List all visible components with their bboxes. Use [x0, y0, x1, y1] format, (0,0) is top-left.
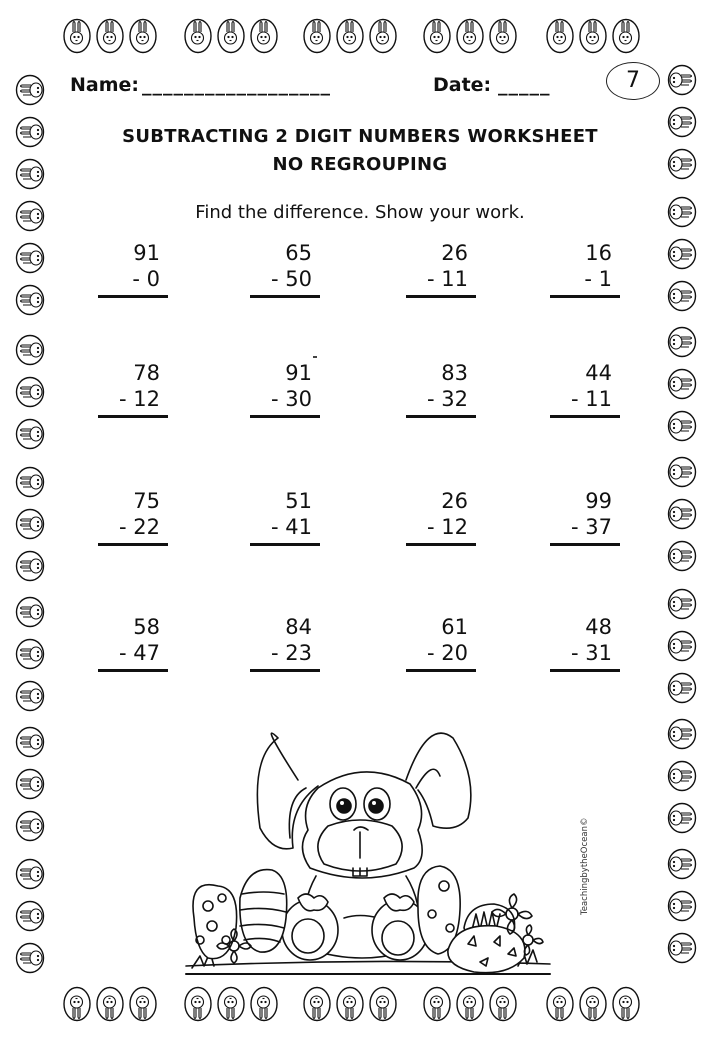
easter-egg-triangles	[448, 926, 525, 973]
subtrahend: - 47	[119, 641, 160, 665]
answer-line[interactable]	[550, 669, 620, 672]
easter-egg-striped	[240, 870, 287, 953]
bunny-icon	[14, 638, 46, 670]
name-label: Name:	[70, 74, 140, 96]
bunny-icon	[129, 18, 157, 54]
minuend: 91	[133, 241, 160, 265]
bunny-icon	[14, 550, 46, 582]
answer-line[interactable]	[406, 543, 476, 546]
bunny-icon	[489, 18, 517, 54]
minuend: 16	[585, 241, 612, 265]
bunny-icon	[14, 858, 46, 890]
bunny-icon	[369, 18, 397, 54]
subtrahend: - 31	[571, 641, 612, 665]
bunny-ear-right	[406, 733, 471, 828]
minuend: 99	[585, 489, 612, 513]
answer-line[interactable]	[250, 543, 320, 546]
bunny-icon	[14, 466, 46, 498]
bunny-icon	[612, 18, 640, 54]
bunny-icon	[129, 986, 157, 1022]
bunny-icon	[303, 18, 331, 54]
bunny-icon	[96, 18, 124, 54]
subtrahend: - 41	[271, 515, 312, 539]
bunny-icon	[666, 410, 698, 442]
bunny-icon	[14, 810, 46, 842]
subtraction-problem	[98, 360, 168, 418]
bunny-icon	[579, 18, 607, 54]
minuend: 48	[585, 615, 612, 639]
bunny-icon	[666, 630, 698, 662]
bunny-icon	[14, 284, 46, 316]
bunny-ear-left	[257, 733, 318, 849]
subtraction-problem	[550, 488, 620, 546]
bunny-icon	[666, 64, 698, 96]
bunny-icon	[666, 848, 698, 880]
minuend: 78	[133, 361, 160, 385]
bunny-icon	[666, 588, 698, 620]
subtrahend: - 50	[271, 267, 312, 291]
subtraction-problem	[406, 360, 476, 418]
minuend: 91	[285, 361, 312, 385]
bunny-icon	[217, 18, 245, 54]
worksheet-title: SUBTRACTING 2 DIGIT NUMBERS WORKSHEET	[122, 126, 598, 147]
subtraction-problem	[550, 240, 620, 298]
bunny-icon	[666, 718, 698, 750]
minuend: 61	[441, 615, 468, 639]
answer-line[interactable]	[250, 415, 320, 418]
subtrahend: - 23	[271, 641, 312, 665]
bunny-icon	[14, 376, 46, 408]
name-date-row	[70, 72, 600, 102]
answer-line[interactable]	[406, 669, 476, 672]
answer-line[interactable]	[98, 295, 168, 298]
answer-line[interactable]	[250, 669, 320, 672]
bunny-icon	[546, 18, 574, 54]
subtrahend: - 37	[571, 515, 612, 539]
minuend: 65	[285, 241, 312, 265]
bunny-icon	[666, 890, 698, 922]
bunny-icon	[63, 18, 91, 54]
bunny-icon	[423, 18, 451, 54]
date-field[interactable]: _____	[498, 74, 551, 96]
minuend: 26	[441, 241, 468, 265]
bunny-icon	[612, 986, 640, 1022]
bunny-icon	[14, 334, 46, 366]
answer-line[interactable]	[98, 415, 168, 418]
page-number-badge: 7	[606, 62, 660, 100]
subtrahend: - 11	[427, 267, 468, 291]
subtraction-problem	[98, 488, 168, 546]
answer-line[interactable]	[250, 295, 320, 298]
instructions: Find the difference. Show your work.	[195, 202, 525, 223]
subtrahend: - 12	[119, 387, 160, 411]
bunny-icon	[14, 508, 46, 540]
subtraction-problem	[550, 614, 620, 672]
subtraction-problem	[98, 240, 168, 298]
bunny-icon	[666, 368, 698, 400]
answer-line[interactable]	[98, 669, 168, 672]
subtraction-problem	[406, 614, 476, 672]
minuend: 58	[133, 615, 160, 639]
subtrahend: - 30	[271, 387, 312, 411]
subtrahend: - 12	[427, 515, 468, 539]
subtraction-problem	[98, 614, 168, 672]
minuend: 84	[285, 615, 312, 639]
bunny-icon	[666, 238, 698, 270]
bunny-icon	[63, 986, 91, 1022]
bunny-icon	[14, 74, 46, 106]
bunny-icon	[666, 196, 698, 228]
subtraction-problem	[250, 240, 320, 298]
answer-line[interactable]	[406, 415, 476, 418]
bunny-icon	[666, 498, 698, 530]
bunny-icon	[96, 986, 124, 1022]
worksheet-subtitle: NO REGROUPING	[272, 154, 448, 175]
bunny-icon	[666, 932, 698, 964]
bunny-icon	[666, 280, 698, 312]
answer-line[interactable]	[98, 543, 168, 546]
minuend: 44	[585, 361, 612, 385]
answer-line[interactable]	[550, 295, 620, 298]
stray-mark	[313, 356, 317, 358]
answer-line[interactable]	[406, 295, 476, 298]
minuend: 26	[441, 489, 468, 513]
bunny-icon	[14, 726, 46, 758]
bunny-icon	[14, 200, 46, 232]
bunny-icon	[14, 680, 46, 712]
bunny-icon	[14, 158, 46, 190]
bunny-icon	[336, 18, 364, 54]
bunny-icon	[666, 148, 698, 180]
bunny-icon	[666, 326, 698, 358]
subtrahend: - 0	[132, 267, 160, 291]
bunny-icon	[14, 116, 46, 148]
easter-bunny-illustration	[178, 718, 558, 992]
bunny-icon	[666, 802, 698, 834]
bunny-icon	[14, 242, 46, 274]
subtraction-problem	[406, 240, 476, 298]
date-label: Date:	[433, 74, 492, 96]
subtrahend: - 20	[427, 641, 468, 665]
bunny-icon	[666, 106, 698, 138]
minuend: 83	[441, 361, 468, 385]
bunny-icon	[250, 18, 278, 54]
bunny-icon	[666, 540, 698, 572]
minuend: 75	[133, 489, 160, 513]
bunny-icon	[184, 18, 212, 54]
subtraction-problem	[250, 488, 320, 546]
subtrahend: - 11	[571, 387, 612, 411]
bunny-icon	[14, 942, 46, 974]
bunny-icon	[14, 418, 46, 450]
copyright-credit: TeachingbytheOcean©	[580, 817, 590, 915]
subtrahend: - 32	[427, 387, 468, 411]
subtrahend: - 1	[584, 267, 612, 291]
subtraction-problem	[250, 614, 320, 672]
bunny-icon	[14, 596, 46, 628]
minuend: 51	[285, 489, 312, 513]
bunny-icon	[666, 672, 698, 704]
bunny-icon	[579, 986, 607, 1022]
subtrahend: - 22	[119, 515, 160, 539]
subtraction-problem	[250, 360, 320, 418]
bunny-icon	[666, 760, 698, 792]
bunny-icon	[14, 768, 46, 800]
answer-line[interactable]	[550, 415, 620, 418]
subtraction-problem	[406, 488, 476, 546]
name-field[interactable]: __________________	[142, 74, 331, 96]
subtraction-problem	[550, 360, 620, 418]
bunny-icon	[456, 18, 484, 54]
bunny-icon	[14, 900, 46, 932]
answer-line[interactable]	[550, 543, 620, 546]
bunny-icon	[666, 456, 698, 488]
